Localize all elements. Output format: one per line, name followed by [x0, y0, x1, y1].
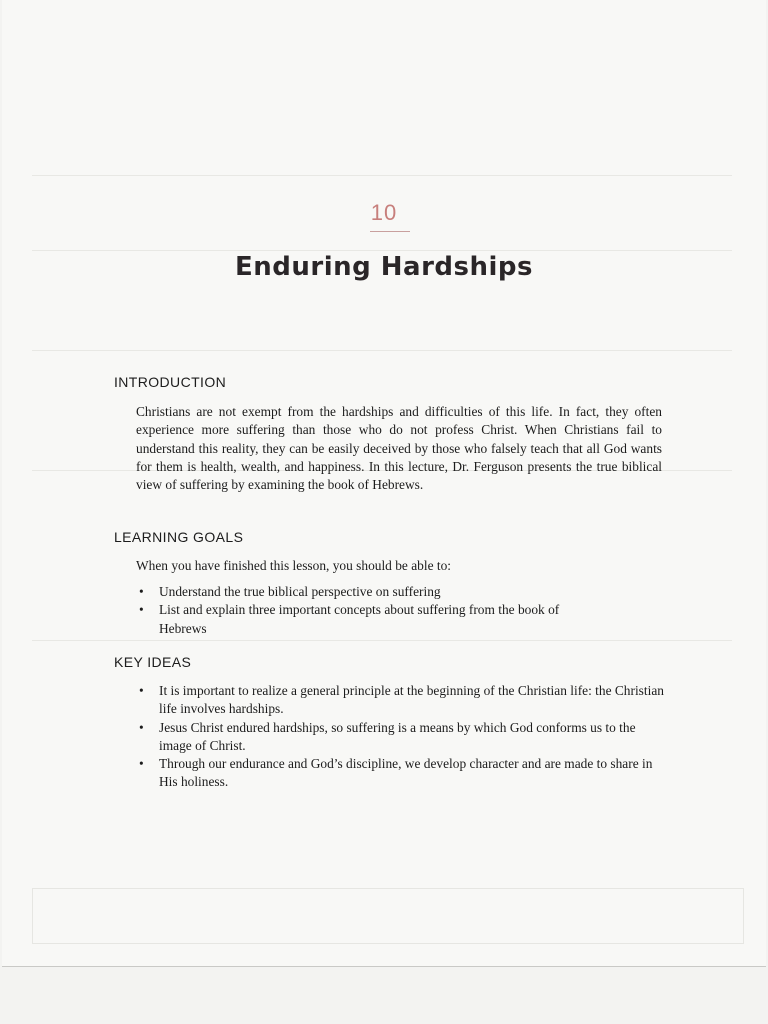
- bullet-icon: •: [139, 602, 144, 618]
- bullet-icon: •: [139, 683, 144, 698]
- show-through-line: [32, 350, 732, 351]
- bullet-icon: •: [139, 719, 144, 735]
- introduction-text: Christians are not exempt from the hardships and difficulties of this life. In fact, they often experience more suffering than those who do not profess Christ. When Christians fail to understand this reality, they can be easily deceived by those who falsely teach that all God wants for them is health, wealth, and happiness. In this lecture, Dr. Ferguson presents the true biblical view of suffering by examining the book of Hebrews.: [136, 404, 662, 493]
- learning-goals-heading: LEARNING GOALS: [114, 529, 244, 545]
- key-ideas-list: [136, 682, 666, 792]
- list-item: • Through our endurance and God’s discipline, we develop character and are made to share in His holiness.: [139, 756, 653, 790]
- list-item: • It is important to realize a general principle at the beginning of the Christian life: the Christian life involves hardships.: [139, 683, 664, 717]
- chapter-number: 10: [370, 200, 398, 225]
- introduction-heading: INTRODUCTION: [114, 374, 227, 390]
- learning-goals-lead: When you have finished this lesson, you should be able to:: [136, 558, 452, 573]
- list-item: • Jesus Christ endured hardships, so suffering is a means by which God conforms us to the image of Christ.: [139, 719, 636, 753]
- learning-goals-list: [136, 583, 666, 638]
- show-through-line: [32, 250, 732, 251]
- show-through-line: [32, 640, 732, 641]
- bullet-icon: •: [139, 756, 144, 772]
- list-item: • List and explain three important concepts about suffering from the book of Hebrews: [139, 602, 560, 636]
- list-item: • Understand the true biblical perspective on suffering: [136, 583, 666, 601]
- show-through-line: [32, 175, 732, 176]
- chapter-rule: [370, 231, 410, 232]
- bullet-icon: •: [139, 584, 144, 599]
- show-through-box: [32, 888, 744, 944]
- key-ideas-heading: KEY IDEAS: [114, 654, 192, 670]
- chapter-title: Enduring Hardships: [234, 252, 534, 282]
